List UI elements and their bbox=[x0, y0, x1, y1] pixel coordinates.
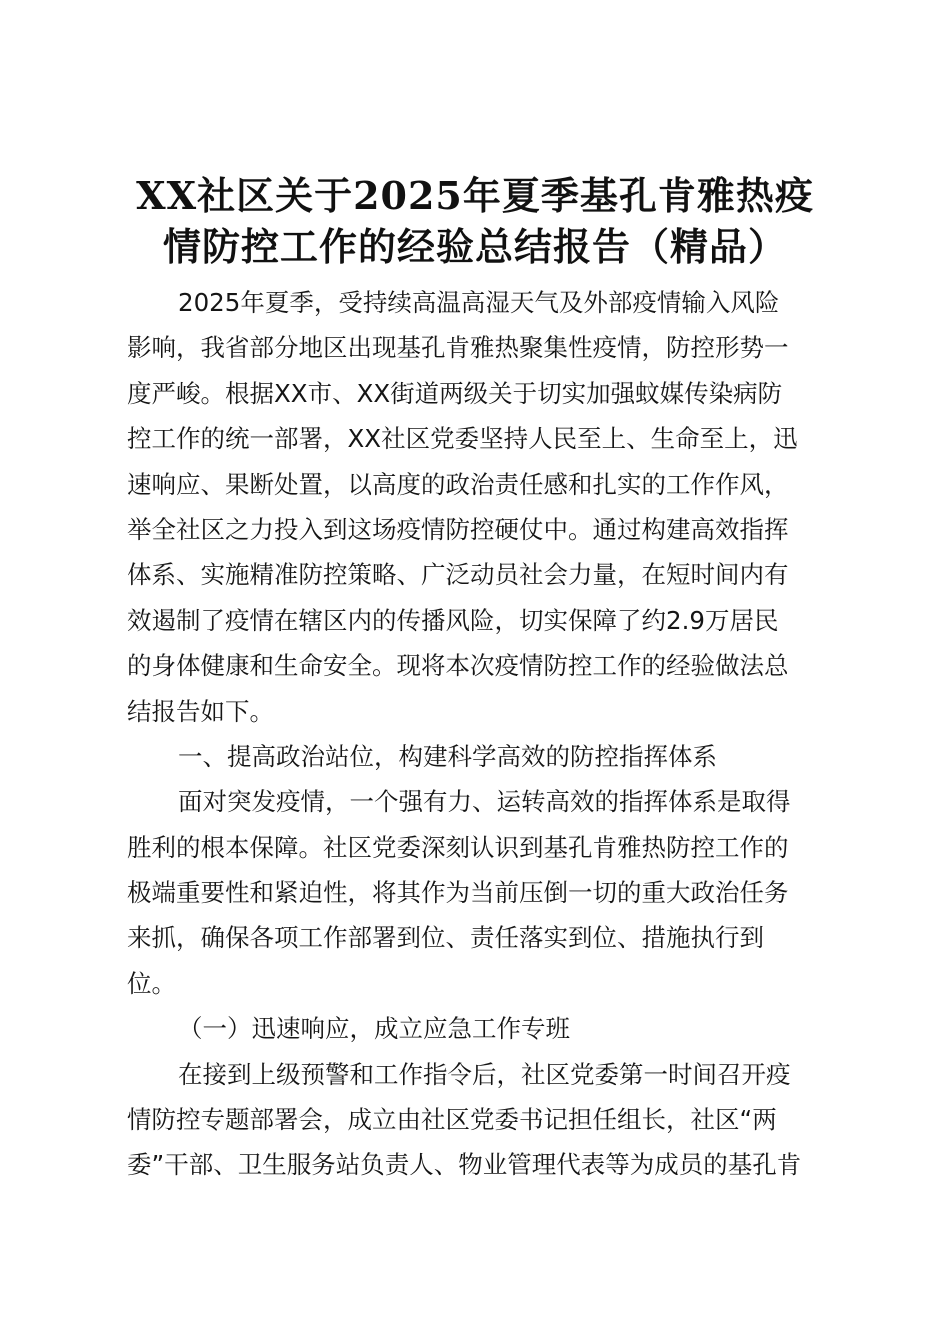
paragraph-line: 度严峻。根据XX市、XX街道两级关于切实加强蚊媒传染病防 bbox=[127, 378, 783, 408]
paragraph-line: 在接到上级预警和工作指令后，社区党委第一时间召开疫 bbox=[178, 1059, 791, 1089]
paragraph-line: 位。 bbox=[127, 968, 176, 998]
paragraph-line: 举全社区之力投入到这场疫情防控硬仗中。通过构建高效指挥 bbox=[127, 514, 789, 544]
paragraph-line: 效遏制了疫情在辖区内的传播风险，切实保障了约2.9万居民 bbox=[127, 605, 779, 635]
paragraph bbox=[127, 1052, 832, 1188]
paragraph-line: 速响应、果断处置，以高度的政治责任感和扎实的工作作风， bbox=[127, 469, 789, 499]
paragraph-line: 情防控专题部署会，成立由社区党委书记担任组长，社区“两 bbox=[127, 1105, 777, 1135]
title-line: XX社区关于2025年夏季基孔肯雅热疫 bbox=[136, 173, 814, 218]
paragraph-line: 胜利的根本保障。社区党委深刻认识到基孔肯雅热防控工作的 bbox=[127, 832, 789, 862]
subsection-heading bbox=[127, 1006, 832, 1051]
paragraph-line: 的身体健康和生命安全。现将本次疫情防控工作的经验做法总 bbox=[127, 651, 789, 681]
paragraph bbox=[127, 280, 832, 734]
section-heading bbox=[127, 734, 832, 779]
document-body bbox=[127, 280, 832, 1188]
paragraph-line: 结报告如下。 bbox=[127, 696, 274, 726]
paragraph-line: 影响，我省部分地区出现基孔肯雅热聚集性疫情，防控形势一 bbox=[127, 333, 789, 363]
title-line: 情防控工作的经验总结报告（精品） bbox=[162, 224, 787, 269]
paragraph-line: 委”干部、卫生服务站负责人、物业管理代表等为成员的基孔肯 bbox=[127, 1150, 802, 1180]
paragraph-line: 面对突发疫情，一个强有力、运转高效的指挥体系是取得 bbox=[178, 787, 791, 817]
subsection-heading-text: （一）迅速响应，成立应急工作专班 bbox=[178, 1014, 570, 1044]
paragraph-line: 体系、实施精准防控策略、广泛动员社会力量，在短时间内有 bbox=[127, 560, 789, 590]
paragraph-line: 极端重要性和紧迫性，将其作为当前压倒一切的重大政治任务 bbox=[127, 878, 789, 908]
paragraph-line: 2025年夏季，受持续高温高湿天气及外部疫情输入风险 bbox=[178, 288, 780, 317]
document-title bbox=[110, 170, 840, 272]
paragraph-line: 来抓，确保各项工作部署到位、责任落实到位、措施执行到 bbox=[127, 923, 764, 953]
paragraph-line: 控工作的统一部署，XX社区党委坚持人民至上、生命至上，迅 bbox=[127, 424, 798, 454]
paragraph bbox=[127, 779, 832, 1006]
section-heading-text: 一、提高政治站位，构建科学高效的防控指挥体系 bbox=[178, 741, 717, 771]
